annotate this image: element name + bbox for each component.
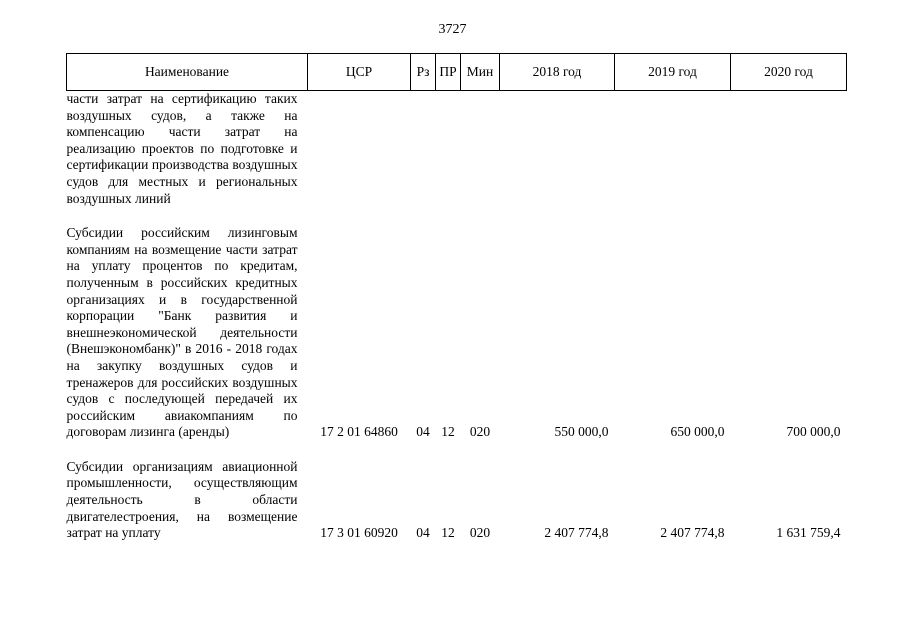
row-2018: 2 407 774,8 (544, 525, 609, 541)
header-rz: Рз (411, 54, 436, 91)
row-min (461, 91, 500, 208)
row-min: 020 (469, 424, 491, 440)
row-2018 (500, 91, 615, 208)
row-2020 (731, 91, 847, 208)
row-rz: 04 (416, 424, 430, 440)
row-spacer (67, 207, 847, 225)
row-csr: 17 3 01 60920 (320, 525, 398, 541)
header-min: Мин (461, 54, 500, 91)
page-number: 3727 (438, 22, 467, 37)
header-2018: 2018 год (500, 54, 615, 91)
header-2019: 2019 год (615, 54, 731, 91)
row-min: 020 (469, 525, 491, 541)
row-spacer (67, 441, 847, 459)
row-name: части затрат на сертификацию таких воздушных судов, а также на компенсацию части затрат на реализацию проектов по подготовке и сертификации производства воздушных судов для местных и региональных воздушных линий (66, 91, 298, 206)
row-name: Субсидии организациям авиационной промышленности, осуществляющим деятельность в области двигателестроения, на возмещение затрат на уплату (66, 458, 298, 541)
header-csr: ЦСР (308, 54, 411, 91)
row-rz (411, 91, 436, 208)
row-csr: 17 2 01 64860 (320, 424, 398, 440)
row-2019: 2 407 774,8 (660, 525, 725, 541)
table-row (67, 225, 847, 441)
row-2018: 550 000,0 (554, 424, 609, 440)
row-rz: 04 (416, 525, 430, 541)
row-pr: 12 (441, 424, 455, 440)
row-pr: 12 (441, 525, 455, 541)
row-2020: 700 000,0 (786, 424, 841, 440)
row-2019: 650 000,0 (670, 424, 725, 440)
table-header-row (67, 54, 847, 91)
table-row (67, 459, 847, 542)
row-2020: 1 631 759,4 (776, 525, 841, 541)
row-name: Субсидии российским лизинговым компаниям на возмещение части затрат на уплату процентов по кредитам, полученным в российских кредитных организациях и в государственной корпорации "Банк развития и внешнеэкономической деятельности (Внешэкономбанк)" в 2016 - 2018 годах на закупку воздушных судов и тренажеров для российских воздушных судов с последующей передачей их российским авиакомпаниям по договорам лизинга (аренды) (66, 225, 298, 440)
table-row (67, 91, 847, 208)
row-2019 (615, 91, 731, 208)
budget-table (66, 53, 847, 542)
header-pr: ПР (436, 54, 461, 91)
header-name: Наименование (67, 54, 308, 91)
header-2020: 2020 год (731, 54, 847, 91)
row-csr (308, 91, 411, 208)
row-pr (436, 91, 461, 208)
